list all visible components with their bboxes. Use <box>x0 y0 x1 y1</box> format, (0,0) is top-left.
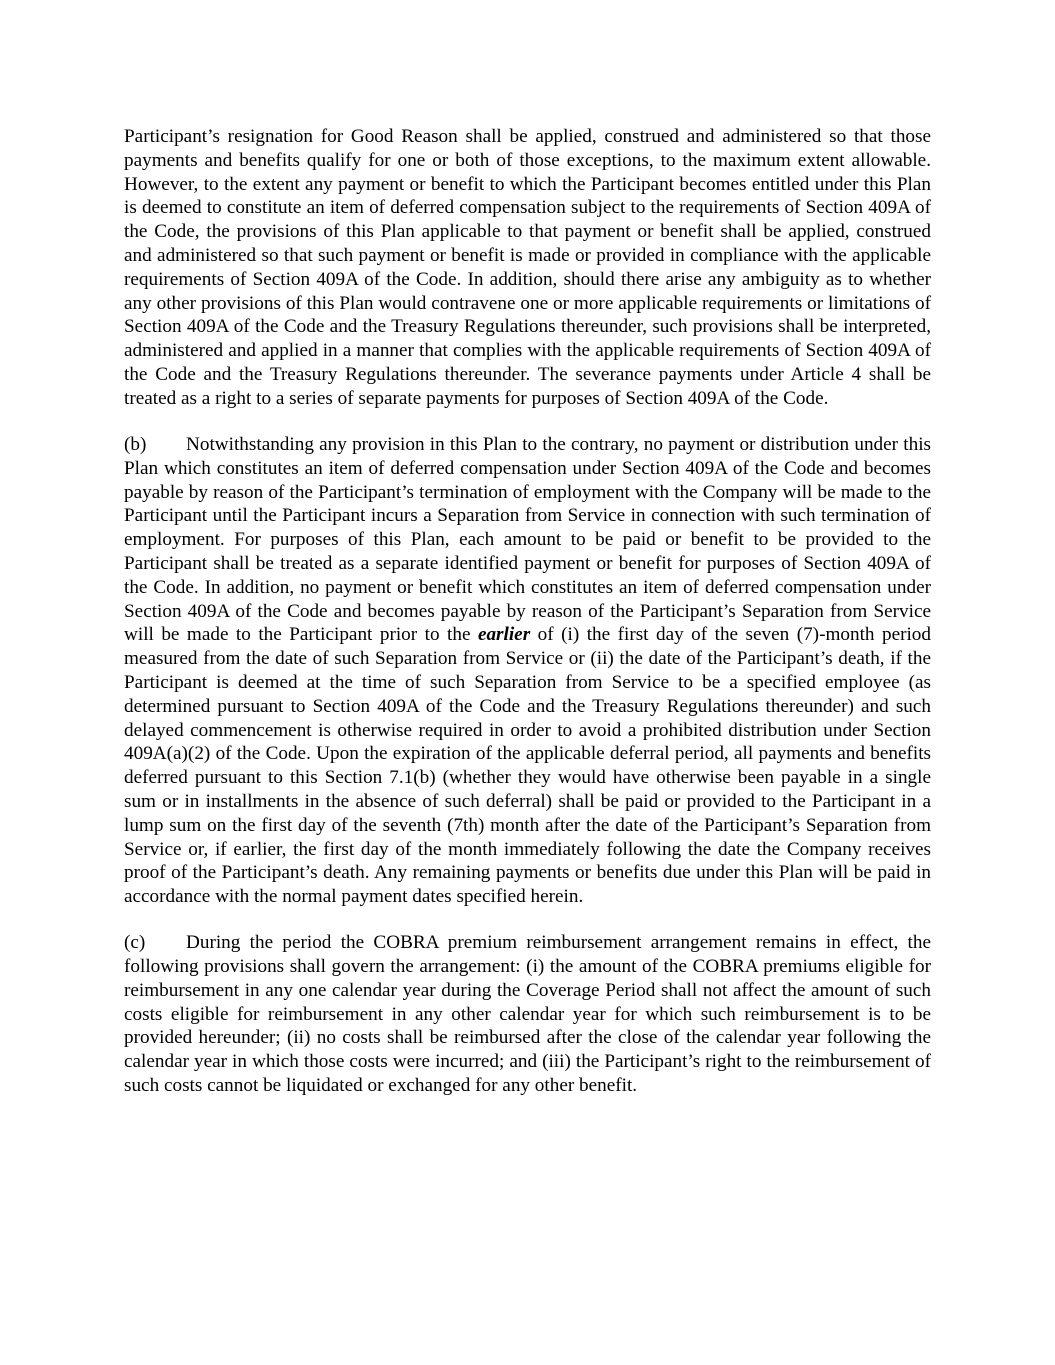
document-page <box>124 125 931 1098</box>
paragraph-b <box>124 433 931 909</box>
paragraph-b-text-after: of (i) the first day of the seven (7)-month period measured from the date of such Separation from Service or (ii) the date of the Participant’s death, if the Participant is deemed at the time of such Separation from Service to be a specified employee (as determined pursuant to Section 409A of the Code and the Treasury Regulations thereunder) and such delayed commencement is otherwise required in order to avoid a prohibited distribution under Section 409A(a)(2) of the Code. Upon the expiration of the applicable deferral period, all payments and benefits deferred pursuant to this Section 7.1(b) (whether they would have otherwise been payable in a single sum or in installments in the absence of such deferral) shall be paid or provided to the Participant in a lump sum on the first day of the seventh (7th) month after the date of the Participant’s Separation from Service or, if earlier, the first day of the month immediately following the date the Company receives proof of the Participant’s death. Any remaining payments or benefits due under this Plan will be paid in accordance with the normal payment dates specified herein. <box>124 624 931 908</box>
paragraph-continuation <box>124 125 931 411</box>
paragraph-b-marker: (b) <box>124 433 147 455</box>
paragraph-b-text-before: Notwithstanding any provision in this Plan to the contrary, no payment or distribution under this Plan which constitutes an item of deferred compensation under Section 409A of the Code and becomes payable by reason of the Participant’s termination of employment with the Company will be made to the Participant until the Participant incurs a Separation from Service in connection with such termination of employment. For purposes of this Plan, each amount to be paid or benefit to be provided to the Participant shall be treated as a separate identified payment or benefit for purposes of Section 409A of the Code. In addition, no payment or benefit which constitutes an item of deferred compensation under Section 409A of the Code and becomes payable by reason of the Participant’s Separation from Service will be made to the Participant prior to the <box>124 433 931 646</box>
paragraph-c-text: During the period the COBRA premium reimbursement arrangement remains in effect, the following provisions shall govern the arrangement: (i) the amount of the COBRA premiums eligible for reimbursement in any one calendar year during the Coverage Period shall not affect the amount of such costs eligible for reimbursement in any other calendar year for which such reimbursement is to be provided hereunder; (ii) no costs shall be reimbursed after the close of the calendar year following the calendar year in which those costs were incurred; and (iii) the Participant’s right to the reimbursement of such costs cannot be liquidated or exchanged for any other benefit. <box>124 932 931 1097</box>
paragraph-continuation-text: Participant’s resignation for Good Reason shall be applied, construed and administered so that those payments and benefits qualify for one or both of those exceptions, to the maximum extent allowable. However, to the extent any payment or benefit to which the Participant becomes entitled under this Plan is deemed to constitute an item of deferred compensation subject to the requirements of Section 409A of the Code, the provisions of this Plan applicable to that payment or benefit shall be applied, construed and administered so that such payment or benefit is made or provided in compliance with the applicable requirements of Section 409A of the Code. In addition, should there arise any ambiguity as to whether any other provisions of this Plan would contravene one or more applicable requirements or limitations of Section 409A of the Code and the Treasury Regulations thereunder, such provisions shall be interpreted, administered and applied in a manner that complies with the applicable requirements of Section 409A of the Code and the Treasury Regulations thereunder. The severance payments under Article 4 shall be treated as a right to a series of separate payments for purposes of Section 409A of the Code. <box>124 126 931 409</box>
paragraph-c-marker: (c) <box>124 932 146 954</box>
paragraph-c <box>124 931 931 1098</box>
paragraph-b-emphasis: earlier <box>477 624 531 646</box>
